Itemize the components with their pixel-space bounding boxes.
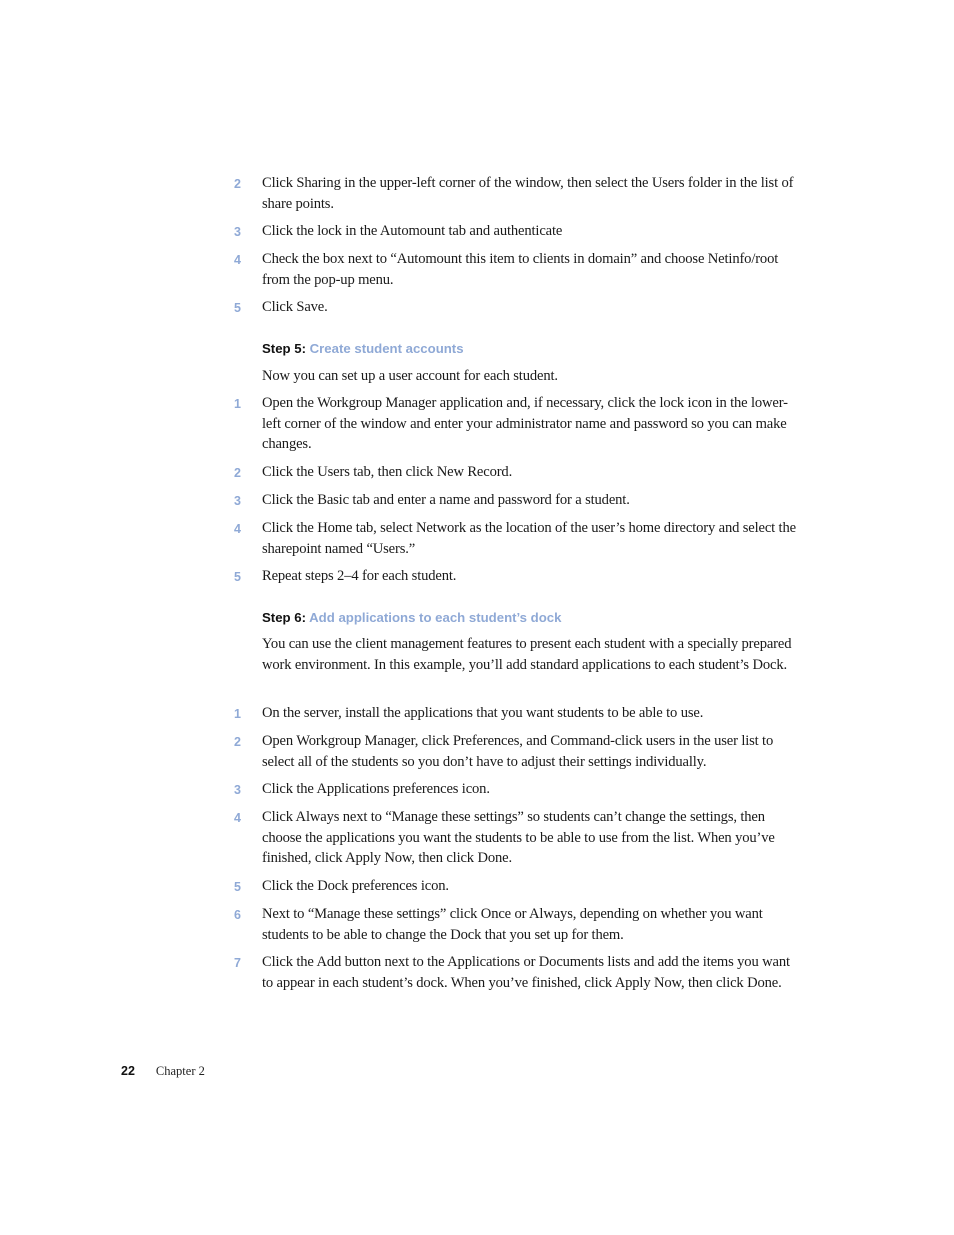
page-number: 22: [121, 1064, 135, 1078]
step-5-heading: [0, 340, 464, 358]
list-item: [0, 462, 804, 483]
item-text: Click Save.: [262, 299, 328, 315]
step-5-intro: Now you can set up a user account for each student.: [262, 368, 558, 384]
list-item: [0, 297, 804, 318]
item-text: Open the Workgroup Manager application and, if necessary, click the lock icon in the lower-left corner of the window and enter your administrator name and password so you can make changes.: [262, 395, 788, 452]
item-text: Click the Users tab, then click New Record.: [262, 464, 513, 480]
step-5-prefix: Step 5:: [262, 341, 306, 356]
list-item: [0, 952, 804, 993]
list-item: [0, 779, 804, 800]
list-item: [0, 904, 804, 945]
item-text: On the server, install the applications that you want students to be able to use.: [262, 705, 704, 721]
item-text: Click the Add button next to the Applications or Documents lists and add the items you want to appear in each student’s dock. When you’ve finished, click Apply Now, then click Done.: [262, 954, 790, 991]
step-6-title: Add applications to each student’s dock: [309, 610, 562, 625]
item-number: 4: [234, 253, 241, 267]
page-footer: [121, 1063, 205, 1079]
item-text: Click the Basic tab and enter a name and password for a student.: [262, 492, 630, 508]
list-item: [0, 518, 804, 559]
list-item: [0, 807, 804, 869]
item-number: 4: [234, 522, 241, 536]
item-number: 3: [234, 494, 241, 508]
list-item: [0, 703, 804, 724]
list-item: [0, 876, 804, 897]
step-6-heading: [0, 609, 561, 627]
item-number: 7: [234, 956, 241, 970]
item-text: Next to “Manage these settings” click Once or Always, depending on whether you want students to be able to change the Dock that you set up for them.: [262, 906, 763, 943]
item-number: 5: [234, 301, 241, 315]
item-text: Click the Home tab, select Network as the location of the user’s home directory and select the sharepoint named “Users.”: [262, 520, 796, 557]
list-item: [0, 566, 804, 587]
list-item: [0, 490, 804, 511]
item-number: 4: [234, 811, 241, 825]
item-number: 2: [234, 177, 241, 191]
chapter-label: Chapter 2: [155, 1064, 205, 1078]
item-number: 6: [234, 908, 241, 922]
step-5-title: Create student accounts: [309, 341, 464, 356]
item-number: 5: [234, 570, 241, 584]
item-text: Click the Applications preferences icon.: [262, 781, 490, 797]
item-number: 1: [234, 397, 241, 411]
item-number: 2: [234, 735, 241, 749]
item-text: Open Workgroup Manager, click Preferences, and Command-click users in the user list to select all of the students so you don’t have to adjust their settings individually.: [262, 733, 774, 770]
item-text: Click the lock in the Automount tab and authenticate: [262, 223, 563, 239]
step-6-prefix: Step 6:: [262, 610, 306, 625]
list-item: [0, 731, 804, 772]
item-text: Click Always next to “Manage these settings” so students can’t change the settings, then choose the applications you want the students to be able to use from the list. When you’ve finished, click Apply Now, then click Done.: [262, 809, 775, 866]
item-number: 1: [234, 707, 241, 721]
item-number: 5: [234, 880, 241, 894]
list-item: [0, 393, 804, 455]
item-text: Check the box next to “Automount this item to clients in domain” and choose Netinfo/root from the pop-up menu.: [262, 251, 779, 288]
item-number: 3: [234, 783, 241, 797]
item-text: Click the Dock preferences icon.: [262, 878, 449, 894]
item-number: 2: [234, 466, 241, 480]
list-item: [0, 173, 804, 214]
list-item: [0, 221, 804, 242]
list-item: [0, 249, 804, 290]
step-6-intro: You can use the client management features to present each student with a specially prepared work environment. In this example, you’ll add standard applications to each student’s Dock.: [262, 636, 792, 673]
item-text: Click Sharing in the upper-left corner of the window, then select the Users folder in the list of share points.: [262, 175, 794, 212]
item-number: 3: [234, 225, 241, 239]
item-text: Repeat steps 2–4 for each student.: [262, 568, 457, 584]
